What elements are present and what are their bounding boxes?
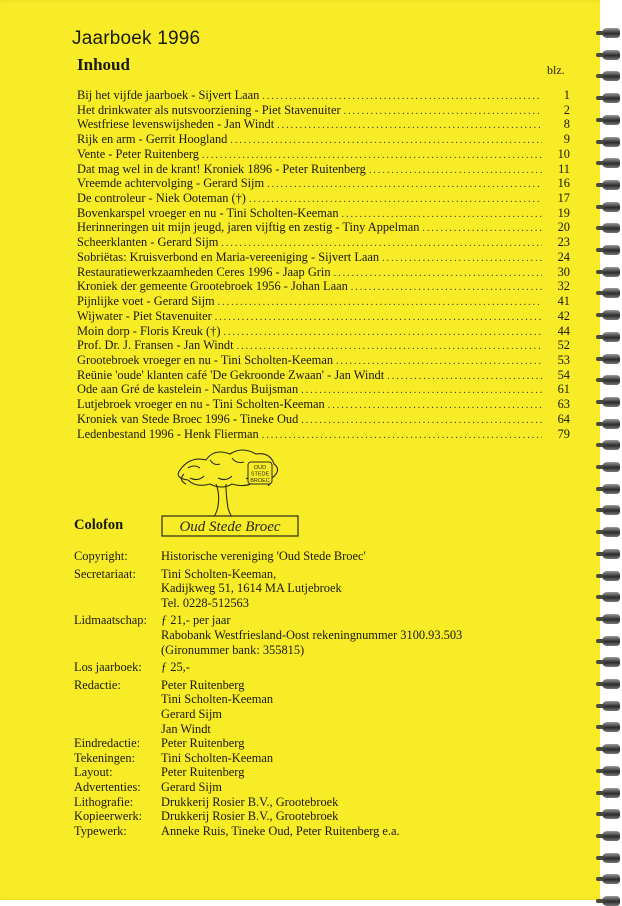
- toc-entry-title: Herinneringen uit mijn jeugd, jaren vijftig en zestig - Tiny Appelman: [77, 220, 420, 235]
- colofon-values: [161, 795, 338, 810]
- toc-entry: [77, 103, 570, 118]
- binding-ring-icon: [602, 636, 620, 646]
- toc-entry: [77, 324, 570, 339]
- toc-entry-title: Restauratiewerkzaamheden Ceres 1996 - Jaap Grin: [77, 264, 331, 279]
- toc-entry-title: Het drinkwater als nutsvoorziening - Piet Stavenuiter: [77, 102, 341, 117]
- toc-entry-title: Dat mag wel in de krant! Kroniek 1896 - Peter Ruitenberg: [77, 161, 366, 176]
- colofon-value: Historische vereniging 'Oud Stede Broec': [161, 549, 366, 563]
- colofon-values: [161, 736, 244, 751]
- colofon-value: Peter Ruitenberg: [161, 736, 245, 751]
- toc-entry: [77, 338, 570, 353]
- binding-ring-icon: [602, 722, 620, 732]
- colofon-values: [161, 809, 338, 824]
- logo-sign-line-3: BROEC: [250, 478, 270, 484]
- colofon-value: Drukkerij Rosier B.V., Grootebroek: [161, 794, 339, 809]
- toc-entry: [77, 353, 570, 368]
- binding-ring-icon: [602, 527, 620, 537]
- tree-logo-icon: [160, 448, 300, 538]
- toc-leader-dots: [224, 326, 542, 341]
- toc-entry: [77, 191, 570, 206]
- toc-entry: [77, 279, 570, 294]
- toc-entry: [77, 397, 570, 412]
- toc-entry-page: 20: [557, 220, 570, 235]
- toc-leader-dots: [218, 296, 542, 311]
- binding-ring-icon: [602, 28, 620, 38]
- colofon-entry: [74, 549, 462, 564]
- toc-entry-title: Bij het vijfde jaarboek - Sijvert Laan: [77, 88, 260, 102]
- colofon-value: Jan Windt: [161, 721, 211, 736]
- colofon-value: Tel. 0228-512563: [161, 595, 249, 610]
- toc-leader-dots: [351, 281, 542, 296]
- toc-entry-title: Rijk en arm - Gerrit Hoogland: [77, 132, 228, 147]
- binding-ring-icon: [602, 288, 620, 298]
- binding-ring-icon: [602, 332, 620, 342]
- toc-entry-page: 17: [557, 191, 570, 206]
- colofon-label: Lithografie:: [74, 794, 134, 809]
- toc-leader-dots: [277, 119, 542, 134]
- colofon-label: Kopieerwerk:: [74, 809, 143, 824]
- toc-entry-page: 19: [557, 205, 570, 220]
- toc-entry-title: Ode aan Gré de kastelein - Nardus Buijsman: [77, 382, 299, 397]
- toc-entry-page: 61: [557, 382, 570, 397]
- colofon-label: Layout:: [74, 765, 113, 780]
- toc-leader-dots: [301, 414, 542, 429]
- toc-entry: [77, 427, 570, 442]
- colofon-label: Eindredactie:: [74, 736, 141, 751]
- toc-entry: [77, 412, 570, 427]
- binding-ring-icon: [602, 549, 620, 559]
- toc-entry-page: 11: [558, 161, 570, 176]
- toc-entry-page: 16: [557, 176, 570, 191]
- toc-entry-title: Ledenbestand 1996 - Henk Flierman: [77, 426, 259, 441]
- toc-entry-page: 44: [557, 323, 570, 338]
- colofon-values: [161, 678, 273, 736]
- toc-entry-title: Grootebroek vroeger en nu - Tini Scholten-Keeman: [77, 352, 334, 367]
- binding-ring-icon: [602, 809, 620, 819]
- binding-ring-icon: [602, 744, 620, 754]
- toc-entry: [77, 147, 570, 162]
- toc-entry: [77, 309, 570, 324]
- toc-entry-page: 2: [563, 102, 570, 117]
- colofon-label: Los jaarboek:: [74, 660, 142, 675]
- colofon-value: Tini Scholten-Keeman: [161, 750, 274, 765]
- colofon-entry: [74, 751, 462, 766]
- toc-leader-dots: [267, 178, 542, 193]
- toc-entry-title: Scheerklanten - Gerard Sijm: [77, 235, 219, 250]
- binding-ring-icon: [602, 896, 620, 906]
- toc-entry-page: 52: [557, 338, 570, 353]
- toc-entry: [77, 132, 570, 147]
- colofon-entry: [74, 736, 462, 751]
- toc-entry-page: 30: [557, 264, 570, 279]
- page-column-label: blz.: [547, 63, 565, 77]
- colofon-value: Tini Scholten-Keeman: [161, 692, 274, 707]
- toc-entry-title: Bovenkarspel vroeger en nu - Tini Scholten-Keeman: [77, 205, 339, 220]
- colofon-value: Peter Ruitenberg: [161, 765, 245, 780]
- colofon-label: Advertenties:: [74, 779, 141, 794]
- binding-ring-icon: [602, 158, 620, 168]
- binding-ring-icon: [602, 571, 620, 581]
- binding-ring-icon: [602, 505, 620, 515]
- binding-ring-icon: [602, 462, 620, 472]
- binding-ring-icon: [602, 657, 620, 667]
- colofon-value: Kadijkweg 51, 1614 MA Lutjebroek: [161, 581, 342, 596]
- toc-entry-title: Pijnlijke voet - Gerard Sijm: [77, 294, 215, 309]
- toc-entry-title: Wijwater - Piet Stavenuiter: [77, 308, 212, 323]
- toc-entry-page: 10: [557, 146, 570, 161]
- toc-entry-title: De controleur - Niek Ooteman (†): [77, 191, 246, 206]
- binding-ring-icon: [602, 354, 620, 364]
- toc-leader-dots: [334, 267, 542, 282]
- binding-ring-icon: [602, 202, 620, 212]
- colofon-label: Lidmaatschap:: [74, 613, 147, 628]
- colofon-value: Gerard Sijm: [161, 779, 222, 794]
- toc-entry-title: Westfriese levenswijsheden - Jan Windt: [77, 117, 275, 132]
- colofon-values: [161, 780, 222, 795]
- binding-ring-icon: [602, 71, 620, 81]
- toc-entry: [77, 368, 570, 383]
- toc-entry-page: 9: [563, 132, 570, 147]
- toc-entry-page: 42: [557, 308, 570, 323]
- toc-leader-dots: [215, 311, 542, 326]
- colofon-values: [161, 549, 366, 564]
- binding-ring-icon: [602, 267, 620, 277]
- colofon-value: (Gironummer bank: 355815): [161, 642, 305, 657]
- binding-ring-icon: [602, 788, 620, 798]
- toc-entry: [77, 88, 570, 103]
- binding-ring-icon: [602, 874, 620, 884]
- toc-leader-dots: [328, 399, 542, 414]
- colofon-entry: [74, 780, 462, 795]
- toc-entry-page: 64: [557, 411, 570, 426]
- toc-leader-dots: [369, 164, 542, 179]
- binding-ring-icon: [602, 375, 620, 385]
- binding-ring-icon: [602, 180, 620, 190]
- colofon-entry: [74, 678, 462, 736]
- colofon-value: Drukkerij Rosier B.V., Grootebroek: [161, 809, 339, 824]
- toc-entry-title: Prof. Dr. J. Fransen - Jan Windt: [77, 338, 234, 353]
- binding-ring-icon: [602, 614, 620, 624]
- logo-sign-line-1: OUD: [253, 465, 267, 471]
- toc-entry-title: Kroniek der gemeente Grootebroek 1956 - Johan Laan: [77, 279, 348, 294]
- binding-ring-icon: [602, 245, 620, 255]
- colofon-label: Typewerk:: [74, 823, 127, 838]
- binding-ring-icon: [602, 223, 620, 233]
- binding-ring-icon: [602, 831, 620, 841]
- toc-entry-page: 79: [557, 426, 570, 441]
- toc-entry-page: 41: [557, 294, 570, 309]
- toc-entry: [77, 294, 570, 309]
- colofon-values: [161, 765, 244, 780]
- colofon-values: [161, 613, 462, 657]
- toc-entry-page: 24: [557, 249, 570, 264]
- binding-ring-icon: [602, 440, 620, 450]
- colofon-entry: [74, 795, 462, 810]
- colofon-list: [74, 549, 462, 838]
- colofon-value: Peter Ruitenberg: [161, 677, 245, 692]
- toc-entry: [77, 250, 570, 265]
- binding-ring-icon: [602, 137, 620, 147]
- logo-sign-line-2: STEDE: [250, 471, 270, 478]
- colofon-value: Tini Scholten-Keeman,: [161, 566, 277, 581]
- contents-heading: Inhoud: [77, 55, 130, 74]
- toc-entry-page: 53: [557, 352, 570, 367]
- colofon-label: Secretariaat:: [74, 566, 136, 581]
- colofon-values: [161, 824, 400, 839]
- toc-entry: [77, 220, 570, 235]
- colofon-label: Tekeningen:: [74, 750, 136, 765]
- colofon-values: [161, 660, 190, 675]
- colofon-entry: [74, 765, 462, 780]
- toc-entry: [77, 235, 570, 250]
- colofon-values: [161, 751, 273, 766]
- toc-leader-dots: [382, 252, 542, 267]
- colofon-value: Rabobank Westfriesland-Oost rekeningnummer 3100.93.503: [161, 627, 463, 642]
- colofon-label: Copyright:: [74, 549, 128, 563]
- binding-ring-icon: [602, 484, 620, 494]
- toc-leader-dots: [387, 370, 542, 385]
- colofon-value: ƒ 21,- per jaar: [161, 613, 231, 628]
- toc-entry: [77, 117, 570, 132]
- table-of-contents: [77, 88, 570, 441]
- toc-entry-title: Lutjebroek vroeger en nu - Tini Scholten-Keeman: [77, 397, 325, 412]
- binding-ring-icon: [602, 853, 620, 863]
- binding-ring-icon: [602, 310, 620, 320]
- toc-leader-dots: [230, 134, 542, 149]
- colofon-value: ƒ 25,-: [161, 660, 190, 675]
- colofon-values: [161, 567, 342, 611]
- colofon-entry: [74, 613, 462, 657]
- logo-wordmark: Oud Stede Broec: [179, 519, 281, 535]
- toc-leader-dots: [301, 384, 542, 399]
- toc-leader-dots: [344, 105, 542, 120]
- binding-ring-icon: [602, 397, 620, 407]
- binding-ring-icon: [602, 93, 620, 103]
- toc-entry-page: 63: [557, 397, 570, 412]
- binding-ring-icon: [602, 679, 620, 689]
- colofon-entry: [74, 567, 462, 611]
- colofon-heading: Colofon: [74, 517, 124, 533]
- toc-entry-title: Vente - Peter Ruitenberg: [77, 146, 199, 161]
- toc-entry-page: 1: [563, 88, 570, 102]
- colofon-entry: [74, 809, 462, 824]
- colofon-label: Redactie:: [74, 677, 121, 692]
- toc-entry-page: 54: [557, 367, 570, 382]
- toc-entry-title: Kroniek van Stede Broec 1996 - Tineke Oud: [77, 411, 299, 426]
- spiral-binding: [600, 0, 622, 900]
- toc-leader-dots: [422, 222, 542, 237]
- toc-leader-dots: [262, 429, 542, 444]
- toc-entry-title: Moin dorp - Floris Kreuk (†): [77, 323, 221, 338]
- toc-entry-page: 23: [557, 235, 570, 250]
- toc-entry: [77, 382, 570, 397]
- binding-ring-icon: [602, 115, 620, 125]
- toc-entry: [77, 162, 570, 177]
- toc-entry-title: Sobriëtas: Kruisverbond en Maria-vereeniging - Sijvert Laan: [77, 249, 380, 264]
- toc-entry: [77, 265, 570, 280]
- colofon-value: Gerard Sijm: [161, 706, 222, 721]
- yearbook-title: Jaarboek 1996: [72, 28, 201, 49]
- colofon-entry: [74, 824, 462, 839]
- colofon-entry: [74, 660, 462, 675]
- binding-ring-icon: [602, 50, 620, 60]
- toc-entry-title: Vreemde achtervolging - Gerard Sijm: [77, 176, 265, 191]
- binding-ring-icon: [602, 766, 620, 776]
- toc-entry-page: 8: [563, 117, 570, 132]
- toc-entry-page: 32: [557, 279, 570, 294]
- toc-entry: [77, 206, 570, 221]
- colofon-value: Anneke Ruis, Tineke Oud, Peter Ruitenberg e.a.: [161, 823, 400, 838]
- binding-ring-icon: [602, 419, 620, 429]
- binding-ring-icon: [602, 701, 620, 711]
- toc-entry: [77, 176, 570, 191]
- toc-entry-title: Reünie 'oude' klanten café 'De Gekroonde Zwaan' - Jan Windt: [77, 367, 385, 382]
- binding-ring-icon: [602, 592, 620, 602]
